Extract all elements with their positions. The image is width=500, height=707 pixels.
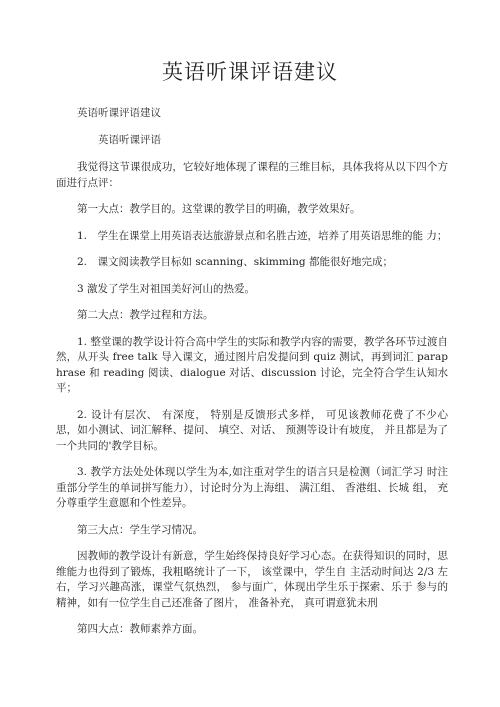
paragraph-point-3-body: 因教师的教学设计有新意，学生始终保持良好学习心态。在获得知识的同时，思维能力也得到了锻炼，我粗略统计了一下， 该堂课中，学生自 主活动时间达 2/3 左右，学习兴趣高涨，课堂气氛热烈， 参与面广，体现出学生乐于探索、乐于 参与的精神，如有一位学生自己还准备了图片， 准备补充， 真可谓意犹未刑 xyxy=(56,550,448,609)
paragraph-heading: 英语听课评语建议 xyxy=(77,107,161,119)
paragraph-point-1-item-2: 2. 课文阅读教学目标如 scanning、skimming 都能很好地完成； xyxy=(77,256,393,268)
document-body xyxy=(56,106,448,649)
paragraph-intro: 我觉得这节课很成功，它较好地体现了课程的三维目标，具体我将从以下四个方面进行点评： xyxy=(56,161,448,189)
paragraph-subheading: 英语听课评语 xyxy=(98,133,161,146)
paragraph-point-2: 第二大点：教学过程和方法。 xyxy=(77,309,214,321)
paragraph-point-3: 第三大点：学生学习情况。 xyxy=(77,523,203,536)
paragraph-point-4: 第四大点：教师素养方面。 xyxy=(77,623,203,635)
paragraph-point-2-item-2: 2. 设计有层次、 有深度， 特别是反馈形式多样， 可见该教师花费了不少心 思，如小测试、词汇解释、提问、 填空、对话、 预测等设计有坡度， 并且都是为了 一个共同的'教学目标。 xyxy=(56,408,448,452)
paragraph-point-2-item-3: 3. 教学方法处处体现以学生为本,如注重对学生的语言只是检测（词汇学习 时注重部分学生的单词拼写能力），讨论时分为上海组、 满江组、 香港组、长城 组， 充分尊重学生意愿和个性差异。 xyxy=(56,466,448,509)
paragraph-point-1-item-1: 1. 学生在课堂上用英语表达旅游景点和名胜古迹，培养了用英语思维的能 力； xyxy=(77,229,448,242)
paragraph-point-1: 第一大点：教学目的。这堂课的教学目的明确，教学效果好。 xyxy=(77,203,361,215)
document-title: 英语听课评语建议 xyxy=(162,60,338,84)
paragraph-point-2-item-1: 1. 整堂课的教学设计符合高中学生的实际和教学内容的需要，教学各环节过渡自然，从开头 free talk 导入课文，通过图片启发提问到 quiz 测试，再到词汇 paraphrase 和 reading 阅读、dialogue 对话、discussion 讨论，完全符合学生认知水平； xyxy=(56,335,448,394)
paragraph-point-1-item-3: 3 激发了学生对祖国美好河山的热爱。 xyxy=(77,282,256,295)
